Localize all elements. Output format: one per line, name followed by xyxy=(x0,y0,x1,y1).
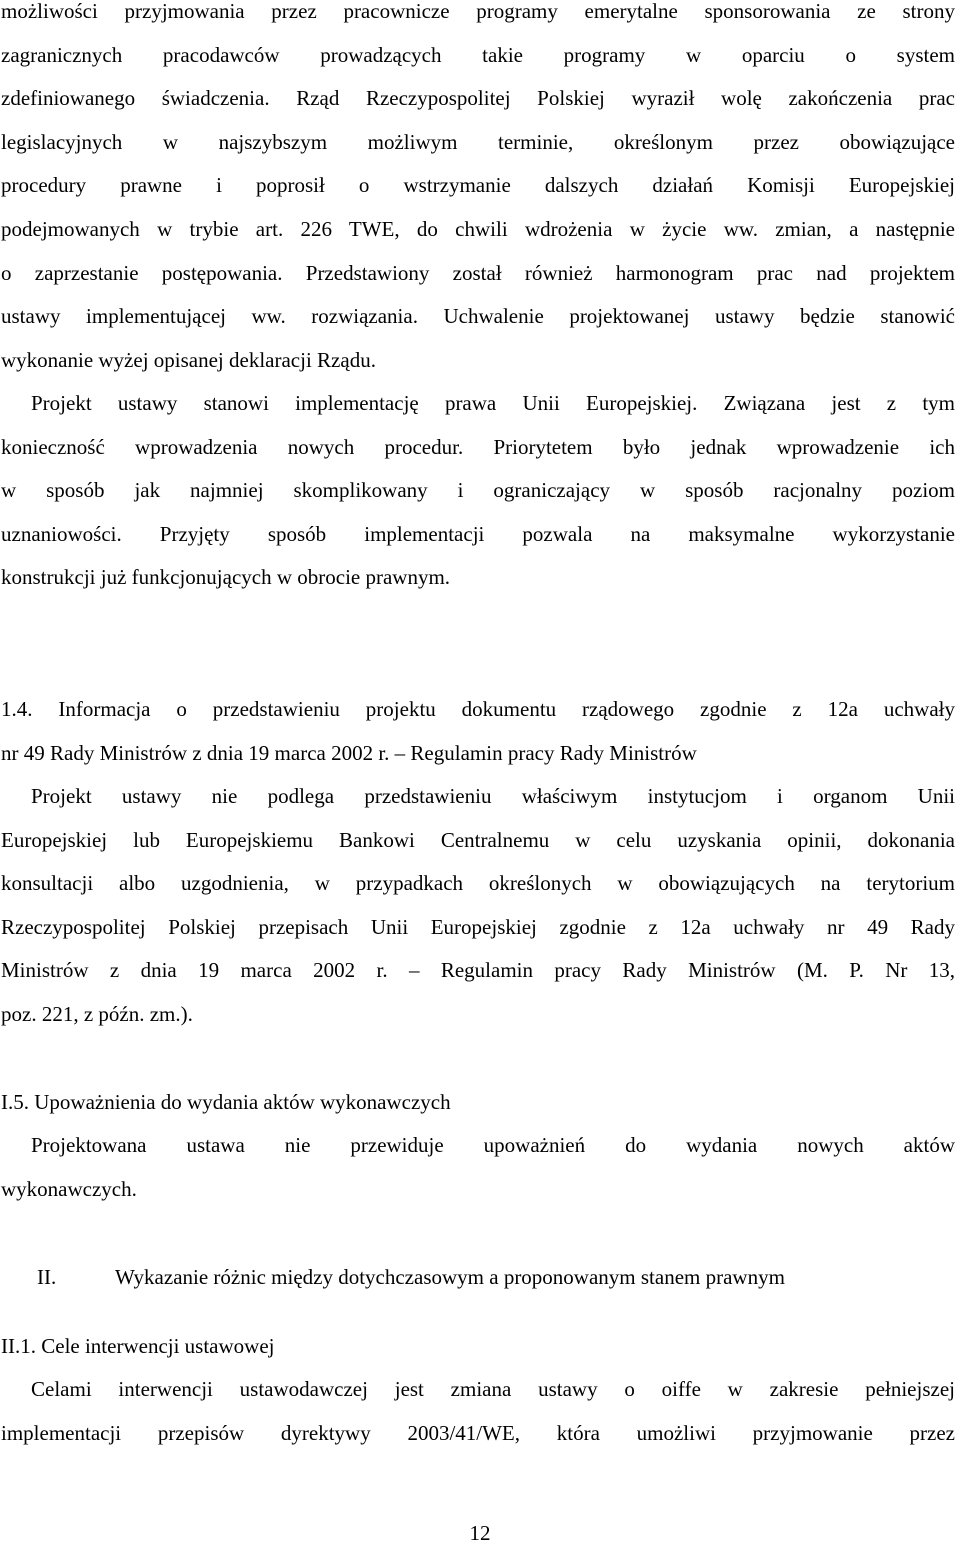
text-line: Rzeczypospolitej Polskiej przepisach Unii Europejskiej zgodnie z 12a uchwały nr 49 Rady xyxy=(1,914,955,939)
section-heading-ii-1: II.1. Cele interwencji ustawowej xyxy=(1,1334,275,1358)
text-line: wykonawczych. xyxy=(1,1176,137,1201)
text-line: podejmowanych w trybie art. 226 TWE, do chwili wdrożenia w życie ww. zmian, a następnie xyxy=(1,216,955,241)
text-line: Projekt ustawy stanowi implementację prawa Unii Europejskiej. Związana jest z tym xyxy=(31,391,955,415)
text-line: o zaprzestanie postępowania. Przedstawiony został również harmonogram prac nad projektem xyxy=(1,260,955,285)
paragraph-2 xyxy=(1,382,955,600)
text-line: implementacji przepisów dyrektywy 2003/41/WE, która umożliwi przyjmowanie przez xyxy=(1,1420,955,1445)
text-line: wykonanie wyżej opisanej deklaracji Rządu. xyxy=(1,347,376,372)
text-line: Celami interwencji ustawodawczej jest zmiana ustawy o oiffe w zakresie pełniejszej xyxy=(31,1377,955,1401)
text-line: nr 49 Rady Ministrów z dnia 19 marca 2002 r. – Regulamin pracy Rady Ministrów xyxy=(1,740,697,765)
section-heading-ii: Wykazanie różnic między dotychczasowym a proponowanym stanem prawnym xyxy=(115,1265,785,1289)
text-line: w sposób jak najmniej skomplikowany i ograniczający w sposób racjonalny poziom xyxy=(1,478,955,503)
text-line: uznaniowości. Przyjęty sposób implementacji pozwala na maksymalne wykorzystanie xyxy=(1,521,955,546)
text-line: legislacyjnych w najszybszym możliwym terminie, określonym przez obowiązujące xyxy=(1,129,955,154)
paragraph-4 xyxy=(1,775,955,1037)
text-line: poz. 221, z późn. zm.). xyxy=(1,1001,193,1026)
section-heading-1-4 xyxy=(1,688,955,775)
text-line: konieczność wprowadzenia nowych procedur. Priorytetem było jednak wprowadzenie ich xyxy=(1,434,955,459)
text-line: Projektowana ustawa nie przewiduje upoważnień do wydania nowych aktów xyxy=(31,1133,955,1157)
section-heading-i-5: I.5. Upoważnienia do wydania aktów wykonawczych xyxy=(1,1090,451,1114)
text-line: zdefiniowanego świadczenia. Rząd Rzeczypospolitej Polskiej wyraził wolę zakończenia prac xyxy=(1,86,955,111)
paragraph-9 xyxy=(1,1368,955,1455)
section-number-ii: II. xyxy=(37,1265,57,1289)
paragraph-1 xyxy=(1,0,955,382)
text-line: Projekt ustawy nie podlega przedstawieniu właściwym instytucjom i organom Unii xyxy=(31,784,955,808)
text-line: Ministrów z dnia 19 marca 2002 r. – Regulamin pracy Rady Ministrów (M. P. Nr 13, xyxy=(1,958,955,983)
text-line: ustawy implementującej ww. rozwiązania. Uchwalenie projektowanej ustawy będzie stanowić xyxy=(1,304,955,329)
text-line: konsultacji albo uzgodnienia, w przypadkach określonych w obowiązujących na terytorium xyxy=(1,871,955,896)
paragraph-6 xyxy=(1,1124,955,1211)
text-line: zagranicznych pracodawców prowadzących takie programy w oparciu o system xyxy=(1,42,955,67)
text-line: konstrukcji już funkcjonujących w obrocie prawnym. xyxy=(1,565,451,590)
page-number: 12 xyxy=(469,1521,491,1545)
text-line: możliwości przyjmowania przez pracownicze programy emerytalne sponsorowania ze strony xyxy=(1,0,955,23)
text-line: Europejskiej lub Europejskiemu Bankowi Centralnemu w celu uzyskania opinii, dokonania xyxy=(1,827,955,852)
text-line: procedury prawne i poprosił o wstrzymanie dalszych działań Komisji Europejskiej xyxy=(1,173,955,198)
text-line: 1.4. Informacja o przedstawieniu projektu dokumentu rządowego zgodnie z 12a uchwały xyxy=(1,697,955,721)
